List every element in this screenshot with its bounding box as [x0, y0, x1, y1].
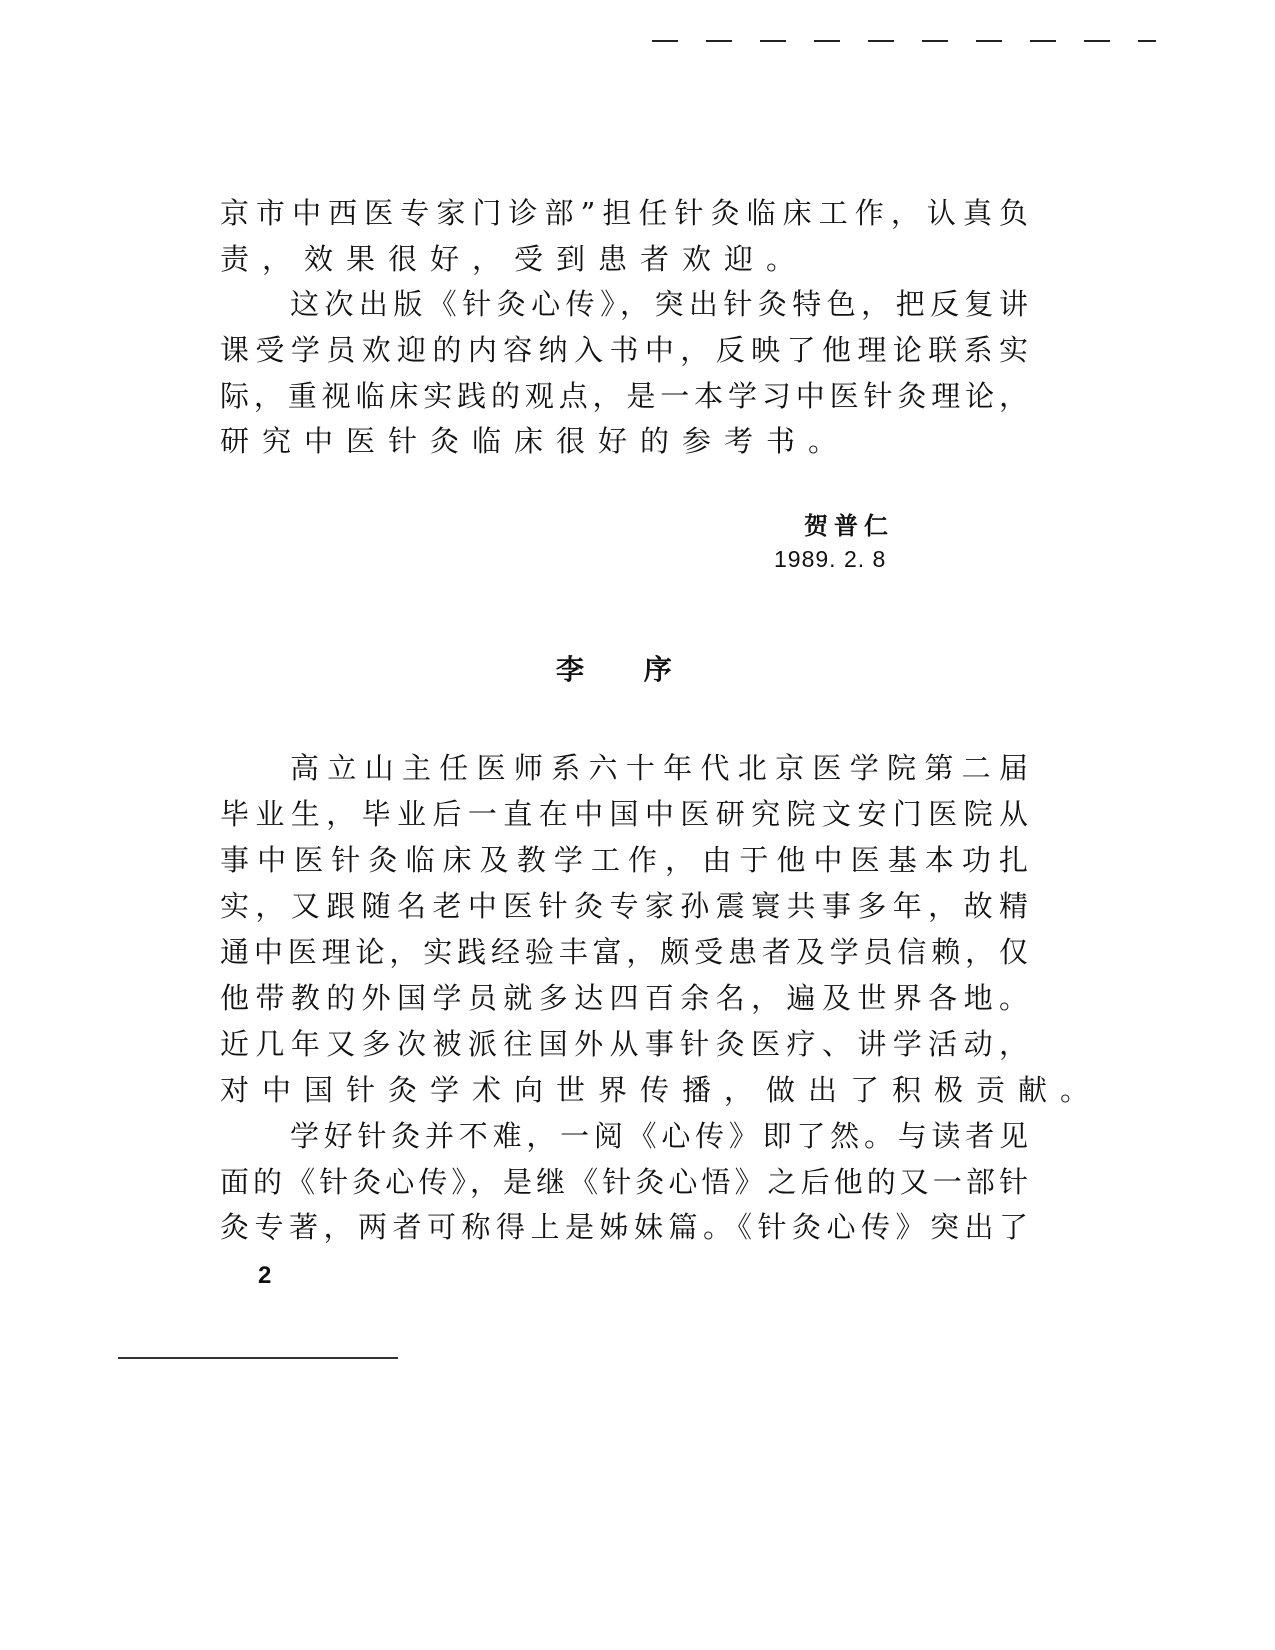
text-line: 事中医针灸临床及教学工作，由于他中医基本功扎 [220, 843, 1028, 877]
dash-mark [1138, 40, 1156, 42]
text-line: 课受学员欢迎的内容纳入书中，反映了他理论联系实 [220, 333, 1028, 367]
dash-mark [976, 40, 1002, 42]
bottom-rule [118, 1357, 398, 1359]
dash-mark [652, 40, 678, 42]
text-line: 灸专著，两者可称得上是姊妹篇。《针灸心传》突出了 [220, 1210, 1028, 1244]
text-line: 际，重视临床实践的观点，是一本学习中医针灸理论， [220, 379, 1028, 413]
text-line: 他带教的外国学员就多达四百余名，遍及世界各地。 [220, 981, 1028, 1015]
text-line: 毕业生，毕业后一直在中国中医研究院文安门医院从 [220, 797, 1028, 831]
text-line: 研究中医针灸临床很好的参考书。 [220, 424, 851, 458]
text-line: 实，又跟随名老中医针灸专家孙震寰共事多年，故精 [220, 889, 1028, 923]
text-line: 对中国针灸学术向世界传播，做出了积极贡献。 [220, 1073, 1103, 1107]
text-line: 这次出版《针灸心传》，突出针灸特色，把反复讲 [290, 287, 1028, 321]
page-number: 2 [258, 1262, 272, 1289]
dash-mark [706, 40, 732, 42]
dash-mark [760, 40, 786, 42]
dash-mark [1030, 40, 1056, 42]
text-line: 高立山主任医师系六十年代北京医学院第二届 [290, 751, 1028, 785]
text-line: 京市中西医专家门诊部”担任针灸临床工作，认真负 [220, 196, 1028, 230]
date: 1989. 2. 8 [774, 546, 887, 572]
text-line: 学好针灸并不难，一阅《心传》即了然。与读者见 [290, 1119, 1028, 1153]
section-heading: 李 序 [556, 653, 672, 686]
dash-mark [814, 40, 840, 42]
dash-mark [1084, 40, 1110, 42]
text-line: 通中医理论，实践经验丰富，颇受患者及学员信赖，仅 [220, 935, 1028, 969]
text-line: 责，效果很好，受到患者欢迎。 [220, 242, 809, 276]
text-line: 面的《针灸心传》，是继《针灸心悟》之后他的又一部针 [220, 1165, 1028, 1199]
dash-mark [868, 40, 894, 42]
signature: 贺普仁 [804, 511, 894, 540]
dash-mark [922, 40, 948, 42]
text-line: 近几年又多次被派往国外从事针灸医疗、讲学活动， [220, 1027, 1028, 1061]
